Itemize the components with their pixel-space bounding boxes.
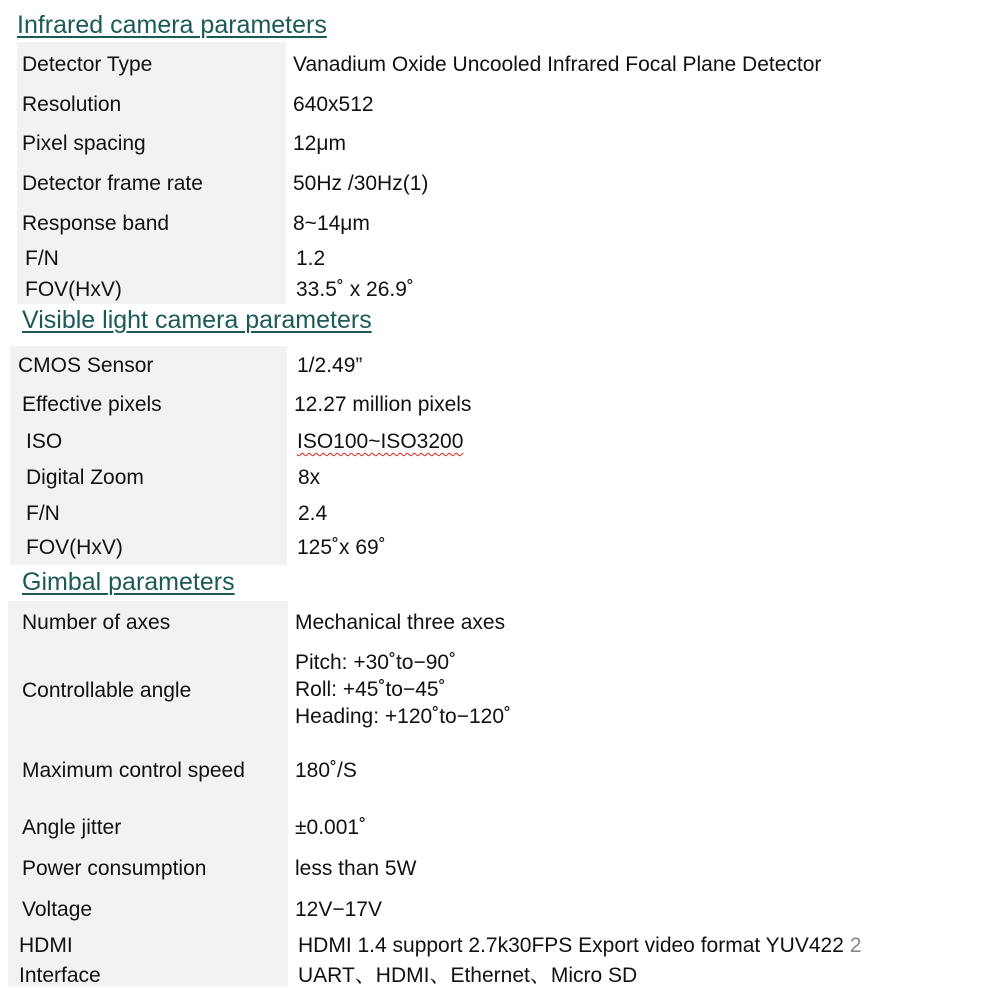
row-label-number-of-axes: Number of axes <box>22 611 171 634</box>
row-value-effective-pixels: 12.27 million pixels <box>294 393 472 416</box>
section-title-infrared: Infrared camera parameters <box>17 11 327 39</box>
row-label-angle-jitter: Angle jitter <box>22 816 122 839</box>
row-label-vis-fn: F/N <box>26 502 60 525</box>
row-label-power-consumption: Power consumption <box>22 857 207 880</box>
section-title-visible: Visible light camera parameters <box>22 306 372 334</box>
angle-roll: Roll: +45˚to−45˚ <box>295 678 446 701</box>
row-value-vis-fov: 125˚x 69˚ <box>297 536 386 559</box>
hdmi-text: HDMI 1.4 support 2.7k30FPS Export video format YUV422 <box>298 934 844 957</box>
row-value-ir-fn: 1.2 <box>296 247 326 270</box>
row-label-voltage: Voltage <box>22 898 93 921</box>
row-value-detector-type: Vanadium Oxide Uncooled Infrared Focal Plane Detector <box>293 53 822 76</box>
label-column-gimbal <box>8 601 288 987</box>
row-label-vis-fov: FOV(HxV) <box>26 536 123 559</box>
row-label-frame-rate: Detector frame rate <box>22 172 203 195</box>
row-label-ir-fn: F/N <box>25 247 59 270</box>
row-value-response-band: 8~14μm <box>293 212 370 235</box>
row-label-digital-zoom: Digital Zoom <box>26 466 144 489</box>
row-value-pixel-spacing: 12μm <box>293 132 346 155</box>
row-value-ir-fov: 33.5˚ x 26.9˚ <box>296 278 414 301</box>
row-label-ir-fov: FOV(HxV) <box>25 278 122 301</box>
row-value-power-consumption: less than 5W <box>295 857 417 880</box>
angle-pitch: Pitch: +30˚to−90˚ <box>295 651 457 674</box>
row-label-max-control-speed: Maximum control speed <box>22 759 245 782</box>
row-label-pixel-spacing: Pixel spacing <box>22 132 146 155</box>
angle-heading: Heading: +120˚to−120˚ <box>295 705 511 728</box>
row-value-number-of-axes: Mechanical three axes <box>295 611 506 634</box>
row-value-interface: UART、HDMI、Ethernet、Micro SD <box>298 964 638 987</box>
section-title-gimbal: Gimbal parameters <box>22 568 235 596</box>
row-value-controllable-angle <box>295 649 511 730</box>
row-value-cmos-sensor: 1/2.49” <box>297 354 363 377</box>
row-label-interface: Interface <box>19 964 101 987</box>
row-value-angle-jitter: ±0.001˚ <box>295 816 367 839</box>
label-column-visible <box>10 346 287 565</box>
row-label-detector-type: Detector Type <box>22 53 153 76</box>
row-label-response-band: Response band <box>22 212 170 235</box>
row-value-digital-zoom: 8x <box>298 466 321 489</box>
row-value-voltage: 12V−17V <box>295 898 382 921</box>
row-label-iso: ISO <box>26 430 63 453</box>
row-value-hdmi <box>298 935 862 956</box>
row-value-max-control-speed: 180˚/S <box>295 759 357 782</box>
row-value-vis-fn: 2.4 <box>298 502 328 525</box>
hdmi-footnote: 2 <box>849 934 862 957</box>
row-value-resolution: 640x512 <box>293 93 374 116</box>
row-label-controllable-angle: Controllable angle <box>22 679 192 702</box>
row-label-resolution: Resolution <box>22 93 122 116</box>
row-label-cmos-sensor: CMOS Sensor <box>18 354 154 377</box>
row-value-iso: ISO100~ISO3200 <box>297 430 464 453</box>
row-label-effective-pixels: Effective pixels <box>22 393 162 416</box>
row-value-frame-rate: 50Hz /30Hz(1) <box>293 172 429 195</box>
row-label-hdmi: HDMI <box>19 934 73 957</box>
